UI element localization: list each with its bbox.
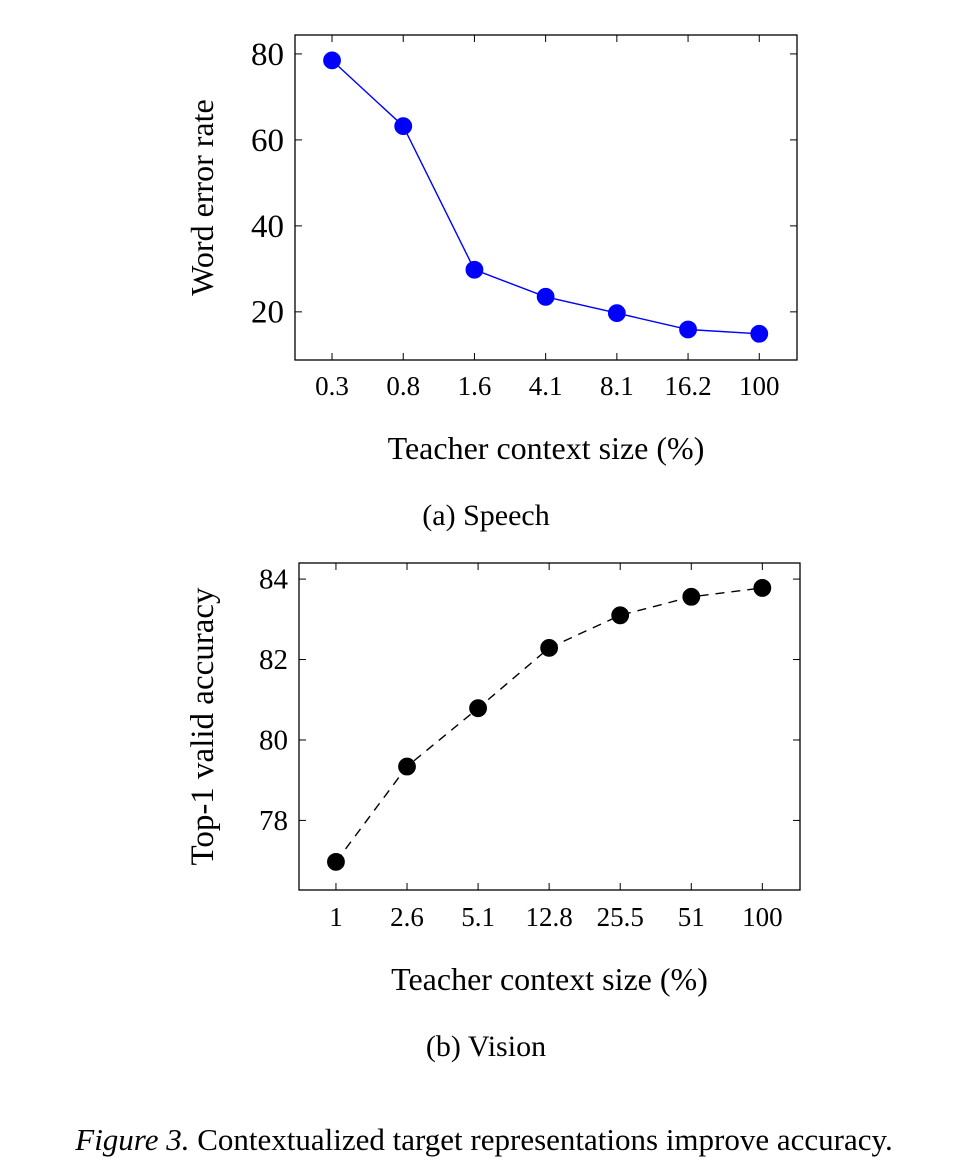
speech-data-point (608, 305, 625, 322)
vision-y-axis-label: Top-1 valid accuracy (185, 587, 221, 866)
subfigure-caption-vision: (b) Vision (425, 1030, 547, 1063)
vision-x-tick-label: 1 (329, 902, 343, 932)
figure-number: Figure 3. (75, 1122, 190, 1157)
speech-plot-group (184, 35, 797, 466)
vision-data-point (683, 588, 700, 605)
vision-x-tick-label: 51 (677, 902, 705, 932)
vision-data-point (399, 758, 416, 775)
speech-x-tick-label: 100 (739, 371, 780, 401)
vision-x-tick-label: 12.8 (525, 902, 573, 932)
vision-plot-frame (299, 563, 800, 890)
speech-x-tick-label: 8.1 (599, 371, 634, 401)
speech-x-tick-label: 1.6 (457, 371, 492, 401)
speech-data-point (680, 321, 697, 338)
vision-series-line (336, 588, 762, 862)
speech-plot-frame (295, 35, 797, 360)
vision-data-point (327, 853, 344, 870)
vision-plot-group (185, 563, 800, 997)
vision-x-tick-label: 25.5 (596, 902, 644, 932)
speech-y-tick-label: 80 (251, 36, 284, 73)
speech-x-tick-label: 16.2 (664, 371, 712, 401)
vision-x-tick-label: 5.1 (461, 902, 495, 932)
vision-y-tick-label: 78 (259, 804, 288, 837)
speech-x-tick-label: 4.1 (528, 371, 563, 401)
speech-y-tick-label: 60 (251, 122, 284, 159)
vision-data-point (612, 607, 629, 624)
vision-data-point (541, 639, 558, 656)
figure-caption (75, 1122, 892, 1158)
speech-y-tick-label: 40 (251, 208, 284, 245)
speech-data-point (395, 118, 412, 135)
speech-y-axis-label: Word error rate (184, 99, 220, 296)
vision-x-tick-label: 100 (742, 902, 783, 932)
subfigure-caption-speech: (a) Speech (422, 499, 550, 532)
vision-y-tick-label: 84 (259, 563, 288, 596)
speech-x-tick-label: 0.8 (386, 371, 421, 401)
speech-data-point (537, 288, 554, 305)
figure-caption-text: Contextualized target representations improve accuracy. (189, 1122, 893, 1157)
speech-data-point (324, 52, 341, 69)
vision-x-axis-label: Teacher context size (%) (391, 961, 708, 997)
speech-x-tick-label: 0.3 (315, 371, 349, 401)
speech-x-axis-label: Teacher context size (%) (387, 430, 705, 466)
vision-x-tick-label: 2.6 (390, 902, 424, 932)
speech-y-tick-label: 20 (251, 294, 284, 331)
vision-y-tick-label: 82 (259, 644, 288, 677)
vision-data-point (754, 579, 771, 596)
speech-data-point (751, 325, 768, 342)
speech-data-point (466, 261, 483, 278)
vision-data-point (470, 700, 487, 717)
vision-y-tick-label: 80 (259, 724, 288, 757)
